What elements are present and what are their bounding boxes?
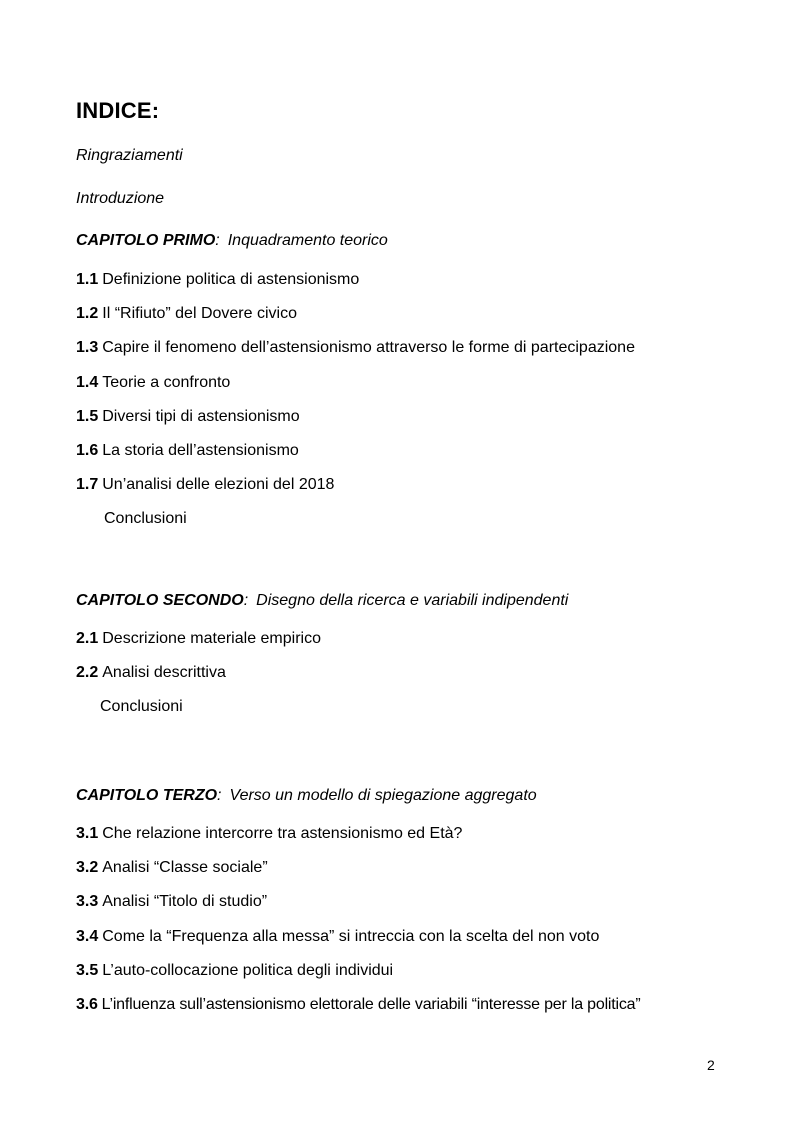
section-number: 2.1 xyxy=(76,630,99,647)
index-title: INDICE: xyxy=(76,98,160,123)
toc-entry-introduzione: Introduzione xyxy=(76,190,165,207)
section-title: Capire il fenomeno dell’astensionismo attraverso le forme di partecipazione xyxy=(102,339,635,356)
section-title: Diversi tipi di astensionismo xyxy=(102,408,300,425)
chapter-title: Disegno della ricerca e variabili indipendenti xyxy=(256,592,569,609)
section-title: Descrizione materiale empirico xyxy=(102,630,321,647)
section-title: Analisi “Titolo di studio” xyxy=(102,893,268,910)
chapter-label: CAPITOLO SECONDO xyxy=(76,592,244,609)
toc-entry-ringraziamenti: Ringraziamenti xyxy=(76,147,183,164)
section-number: 1.7 xyxy=(76,476,99,493)
chapter-label: CAPITOLO PRIMO xyxy=(76,232,216,249)
chapter-title: Inquadramento teorico xyxy=(227,232,388,249)
section-number: 3.1 xyxy=(76,825,99,842)
section-title: L’auto-collocazione politica degli individui xyxy=(102,962,394,979)
toc-section xyxy=(76,304,297,324)
section-title: Analisi descrittiva xyxy=(102,664,226,681)
chapter-heading: CAPITOLO PRIMO: Inquadramento teorico xyxy=(76,232,388,249)
section-title: Il “Rifiuto” del Dovere civico xyxy=(102,305,297,322)
section-number: 3.5 xyxy=(76,962,99,979)
section-number: 1.5 xyxy=(76,408,99,425)
toc-section xyxy=(76,475,334,495)
toc-section xyxy=(76,663,226,683)
section-number: 3.4 xyxy=(76,928,99,945)
page-number: 2 xyxy=(707,1057,715,1073)
toc-section xyxy=(76,892,267,912)
toc-section xyxy=(76,373,230,393)
toc-section xyxy=(76,961,393,981)
section-title: Teorie a confronto xyxy=(102,374,231,391)
section-number: 3.2 xyxy=(76,859,99,876)
section-title: Un’analisi delle elezioni del 2018 xyxy=(102,476,335,493)
section-title: L’influenza sull’astensionismo elettorale delle variabili “interesse per la politica” xyxy=(101,996,641,1013)
section-title: La storia dell’astensionismo xyxy=(102,442,299,459)
toc-conclusion: Conclusioni xyxy=(100,698,183,715)
toc-section xyxy=(76,441,299,461)
section-title: Definizione politica di astensionismo xyxy=(102,271,360,288)
section-number: 1.6 xyxy=(76,442,99,459)
section-title: Analisi “Classe sociale” xyxy=(102,859,268,876)
section-number: 1.2 xyxy=(76,305,99,322)
toc-section xyxy=(76,995,641,1015)
toc-section xyxy=(76,270,359,290)
toc-section xyxy=(76,927,599,947)
section-number: 1.3 xyxy=(76,339,99,356)
toc-section xyxy=(76,858,268,878)
toc-section xyxy=(76,824,462,844)
section-number: 1.1 xyxy=(76,271,99,288)
section-number: 1.4 xyxy=(76,374,99,391)
section-number: 2.2 xyxy=(76,664,99,681)
section-number: 3.3 xyxy=(76,893,99,910)
toc-conclusion: Conclusioni xyxy=(104,510,187,527)
toc-section xyxy=(76,338,635,358)
toc-section xyxy=(76,629,321,649)
chapter-label: CAPITOLO TERZO xyxy=(76,787,218,804)
section-number: 3.6 xyxy=(76,996,98,1013)
chapter-heading: CAPITOLO SECONDO: Disegno della ricerca e variabili indipendenti xyxy=(76,592,569,609)
toc-section xyxy=(76,407,300,427)
section-title: Come la “Frequenza alla messa” si intreccia con la scelta del non voto xyxy=(102,928,600,945)
chapter-heading: CAPITOLO TERZO: Verso un modello di spiegazione aggregato xyxy=(76,787,537,804)
section-title: Che relazione intercorre tra astensionismo ed Età? xyxy=(102,825,463,842)
chapter-title: Verso un modello di spiegazione aggregato xyxy=(229,787,537,804)
